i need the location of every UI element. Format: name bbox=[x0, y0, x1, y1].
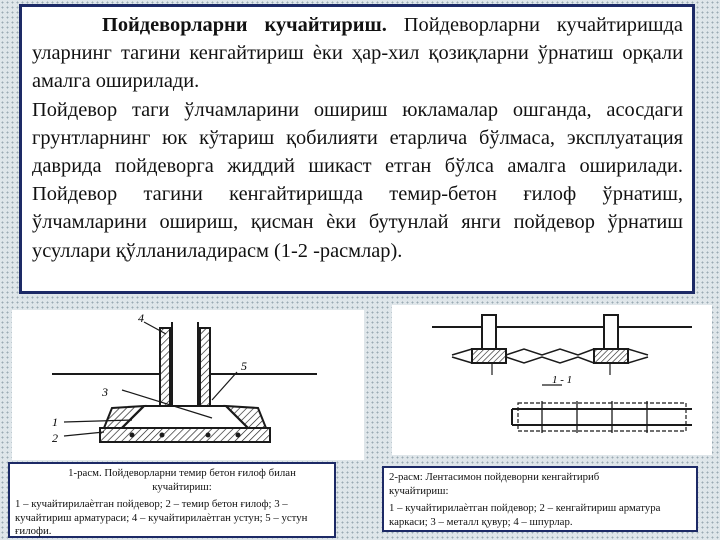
figure-2-caption-body: 1 – кучайтирилаѐтган пойдевор; 2 – кенгайтириш арматура каркаси; 3 – металл қувур; 4 – шпурлар. bbox=[389, 502, 661, 528]
section-heading: Пойдеворларни кучайтириш. bbox=[102, 14, 387, 36]
fig1-label-5: 5 bbox=[241, 359, 247, 373]
fig1-label-1: 1 bbox=[52, 415, 58, 429]
column-jacket-left bbox=[160, 328, 170, 406]
figure-1-svg bbox=[12, 310, 364, 460]
main-text-panel bbox=[19, 4, 695, 294]
figure-1-caption-title: 1-расм. Пойдеворларни темир бетон ғилоф билан кучайтириш: bbox=[68, 467, 296, 493]
figure-2-caption-title: 2-расм: Лентасимон пойдеворни кенгайтириб кучайтириш: bbox=[389, 471, 600, 497]
right-footing bbox=[594, 349, 628, 363]
paragraph-1-text: Пойдеворларни кучайтиришда уларнинг тагини кенгайтириш ѐки ҳар-хил қозиқларни ўрнатиш орқали амалга оширилади. bbox=[32, 14, 683, 93]
fig1-label-4: 4 bbox=[138, 311, 144, 325]
footing-jacket-base bbox=[100, 428, 270, 442]
column-jacket-right bbox=[200, 328, 210, 406]
paragraph-1 bbox=[32, 11, 683, 96]
paragraph-2: Пойдевор таги ўлчамларини ошириш юкламалар ошганда, асосдаги грунтларнинг юк кўтариш қобилияти етарлича бўлмаса, эксплуатация даврида пойдеворга жиддий шикаст етган бўлса амалга оширилади. Пойдевор тагини кенгайтиришда темир-бетон ғилоф ўрнатиш, ўлчамларини ошириш, қисман ѐки бутунлай янги пойдевор ўрнатиш усуллари қўлланиладирасм (1-2 -расмлар). bbox=[32, 98, 683, 262]
left-footing bbox=[472, 349, 506, 363]
fig1-label-2: 2 bbox=[52, 431, 58, 445]
figure-2-drawing bbox=[392, 305, 712, 455]
figure-1-caption-body: 1 – кучайтирилаѐтган пойдевор; 2 – темир бетон ғилоф; 3 – кучайтириш арматураси; 4 – кучайтирилаѐтган устун; 5 – устун ғилофи. bbox=[15, 498, 308, 538]
figure-1-drawing bbox=[12, 310, 364, 460]
figure-2-svg bbox=[392, 305, 712, 455]
figure-1-caption bbox=[8, 462, 336, 538]
figure-2-caption bbox=[382, 466, 698, 532]
fig2-section-label: 1 - 1 bbox=[552, 374, 573, 386]
fig1-label-3: 3 bbox=[102, 385, 108, 399]
